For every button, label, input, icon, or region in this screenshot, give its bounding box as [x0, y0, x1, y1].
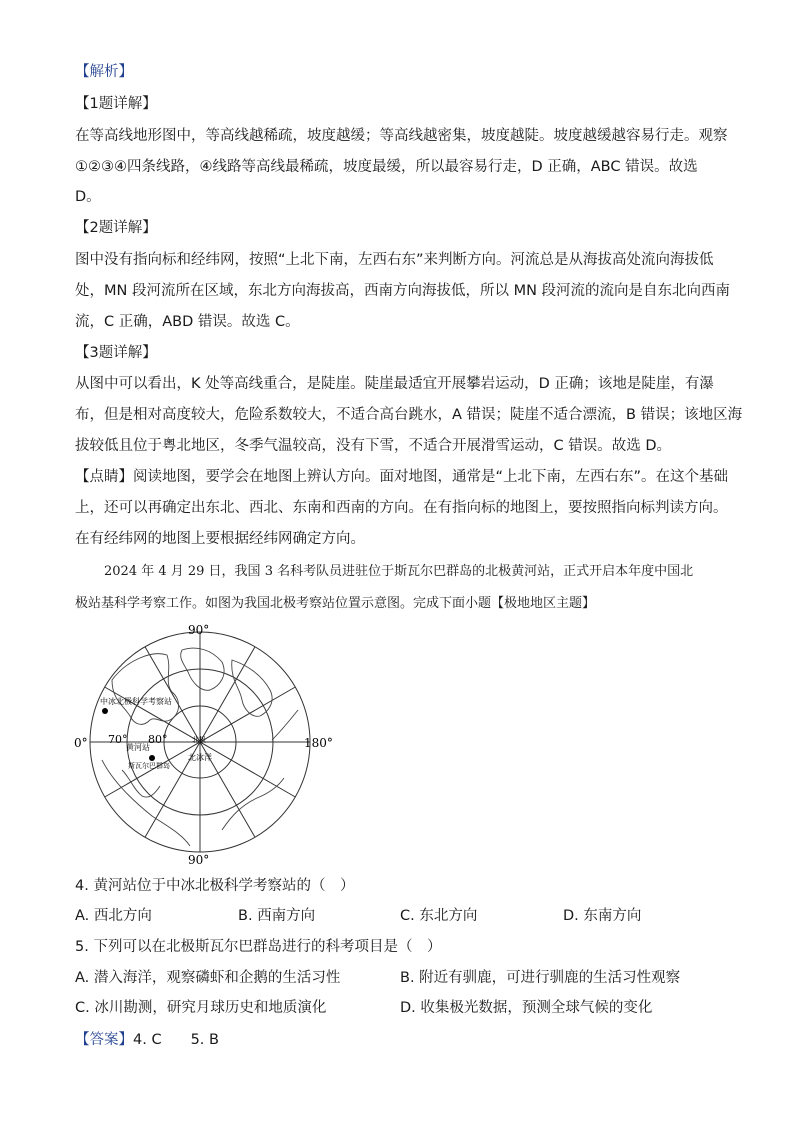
q2-header: 【2题详解】	[75, 220, 157, 236]
answer-label: 【答案】	[75, 1032, 133, 1048]
q5-option-a[interactable]: A. 潜入海洋，观察磷虾和企鹅的生活习性	[75, 970, 341, 986]
cn-ice-station-label: 中冰北极科学考察站	[100, 697, 172, 706]
tip-line-1: 阅读地图，要学会在地图上辨认方向。面对地图，通常是“上北下南，左西右东”。在这个基础	[133, 469, 729, 485]
map-label-80: 80°	[148, 733, 168, 746]
q3-line-2: 布，但是相对高度较大，危险系数较大，不适合高台跳水，A 错误；陡崖不适合漂流，B 错误；该地区海	[75, 407, 743, 423]
north-pole-label: 北极	[192, 736, 206, 744]
q3-line-1: 从图中可以看出，K 处等高线重合，是陡崖。陡崖最适宜开展攀岩运动，D 正确；该地是陡崖，有瀑	[75, 376, 714, 392]
answer-values: 4. C 5. B	[133, 1032, 219, 1048]
q3-line-3: 拔较低且位于粤北地区，冬季气温较高，没有下雪，不适合开展滑雪运动，C 错误。故选 D。	[75, 438, 672, 454]
arctic-station-map	[72, 620, 352, 870]
intro-line-1: 2024 年 4 月 29 日，我国 3 名科考队员进驻位于斯瓦尔巴群岛的北极黄河站，正式开启本年度中国北	[104, 564, 694, 579]
map-label-left: 0°	[74, 736, 88, 750]
tip-line-3: 在有经纬网的地图上要根据经纬网确定方向。	[75, 531, 365, 547]
svalbard-label: 斯瓦尔巴群岛	[128, 762, 170, 770]
arctic-ocean-label: 北冰洋	[188, 753, 212, 762]
q1-line-2: ①②③④四条线路，④线路等高线最稀疏，坡度最缓，所以最容易行走，D 正确，ABC 错误。故选	[75, 159, 698, 175]
q5-stem: 5. 下列可以在北极斯瓦尔巴群岛进行的科考项目是（ ）	[75, 939, 442, 955]
intro-line-2: 极站基科学考察工作。如图为我国北极考察站位置示意图。完成下面小题【极地地区主题】	[75, 596, 596, 611]
q2-line-1: 图中没有指向标和经纬网，按照“上北下南，左西右东”来判断方向。河流总是从海拔高处流向海拔低	[75, 252, 714, 268]
q1-line-3: D。	[75, 189, 101, 205]
huanghe-station-marker	[149, 755, 155, 761]
q1-line-1: 在等高线地形图中，等高线越稀疏，坡度越缓；等高线越密集，坡度越陡。坡度越缓越容易行走。观察	[75, 128, 728, 144]
q2-line-2: 处，MN 段河流所在区域，东北方向海拔高，西南方向海拔低，所以 MN 段河流的流向是自东北向西南	[75, 283, 731, 299]
q1-header: 【1题详解】	[75, 96, 157, 112]
analysis-header: 【解析】	[75, 64, 133, 80]
tip-paragraph	[75, 467, 728, 487]
q3-header: 【3题详解】	[75, 345, 157, 361]
q4-option-a[interactable]: A. 西北方向	[75, 908, 152, 924]
q4-option-d[interactable]: D. 东南方向	[563, 908, 642, 924]
map-label-right: 180°	[304, 736, 333, 750]
q5-option-c[interactable]: C. 冰川勘测，研究月球历史和地质演化	[75, 1000, 327, 1016]
tip-header: 【点睛】	[75, 469, 133, 485]
q4-option-c[interactable]: C. 东北方向	[400, 908, 478, 924]
cn-ice-station-marker	[102, 708, 108, 714]
tip-line-2: 上，还可以再确定出东北、西北、东南和西南的方向。在有指向标的地图上，要按照指向标判读方向。	[75, 500, 728, 516]
q5-option-b[interactable]: B. 附近有驯鹿，可进行驯鹿的生活习性观察	[400, 970, 681, 986]
q5-option-d[interactable]: D. 收集极光数据，预测全球气候的变化	[400, 1000, 653, 1016]
answer-line	[75, 1030, 219, 1050]
q4-stem: 4. 黄河站位于中冰北极科学考察站的（ ）	[75, 878, 355, 894]
map-label-top: 90°	[188, 623, 210, 637]
map-label-bottom: 90°	[188, 853, 210, 867]
huanghe-station-label: 黄河站	[126, 743, 150, 752]
q2-line-3: 流，C 正确，ABD 错误。故选 C。	[75, 314, 300, 330]
map-label-70: 70°	[108, 733, 128, 746]
q4-option-b[interactable]: B. 西南方向	[238, 908, 316, 924]
